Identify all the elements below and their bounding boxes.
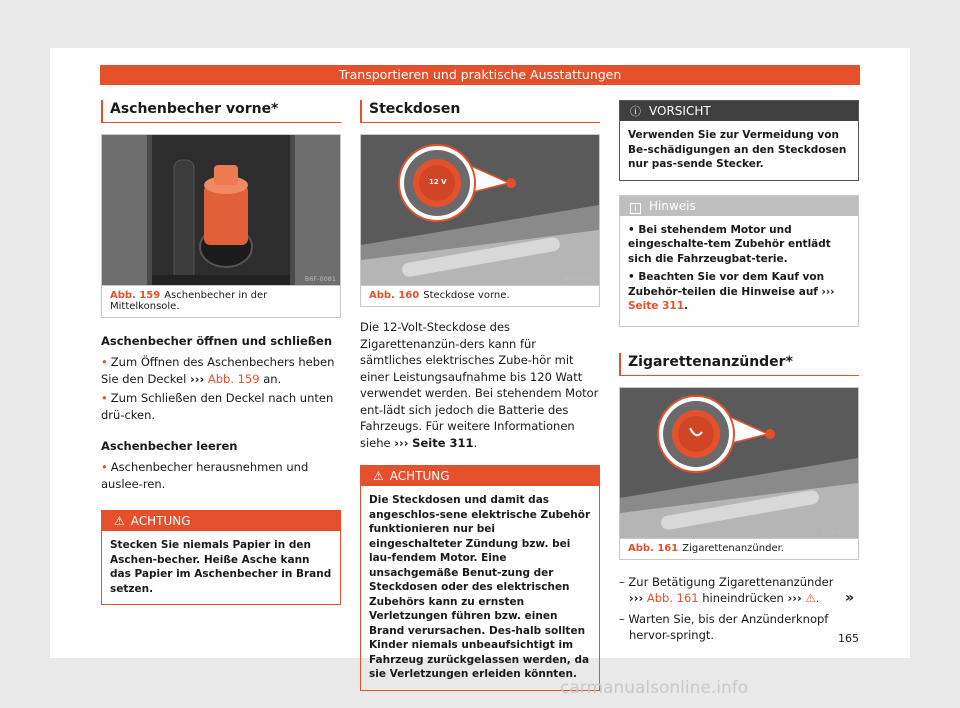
- figure-caption-text: Zigarettenanzünder.: [682, 542, 784, 554]
- note-item: • Beachten Sie vor dem Kauf von Zubehör-teilen die Hinweise auf ››› Seite 311.: [628, 271, 835, 312]
- socket-description: Die 12-Volt-Steckdose des Zigarettenanzün-ders kann für sämtliches elektrisches Zube-hör mit einer Leistungsaufnahme bis 120 Watt verwendet werden. Bei stehendem Motor ent-lädt sich jedoch die Batterie des Fahrzeugs. Für weitere Informationen siehe ››› Seite 311.: [360, 320, 599, 450]
- bullet-close: [101, 390, 341, 423]
- step-press-text: Zur Betätigung Zigarettenanzünder: [628, 574, 834, 589]
- warning-box-ashtray: [101, 510, 341, 605]
- figure-lighter: [619, 387, 859, 560]
- column-sockets: [360, 100, 600, 691]
- bullet-open: [101, 354, 341, 387]
- figure-ashtray: [101, 134, 341, 318]
- section-title-lighter: Zigarettenanzünder*: [619, 353, 859, 376]
- figure-number: Abb. 161: [628, 542, 679, 554]
- xref-arrow-icon: ›››: [821, 285, 835, 298]
- warning-title: ACHTUNG: [389, 469, 450, 483]
- subheading-open-close: Aschenbecher öffnen und schließen: [101, 334, 333, 348]
- step-wait: – Warten Sie, bis der Anzünderknopf hervor-springt.: [619, 611, 829, 642]
- note-item: • Bei stehendem Motor und eingeschalte-tem Zubehör entlädt sich die Fahrzeugbat-terie.: [628, 223, 831, 265]
- warning-triangle-icon: ⚠: [373, 469, 384, 483]
- figure-caption: [361, 285, 599, 306]
- chapter-banner: Transportieren und praktische Ausstattungen: [100, 65, 860, 85]
- socket-photo: [361, 135, 599, 285]
- lighter-steps: [619, 574, 859, 644]
- bullet-open-text: Zum Öffnen des Aschenbechers heben Sie den Deckel: [101, 355, 335, 386]
- socket-illustration: [361, 135, 599, 285]
- bullet-empty-text: Aschenbecher herausnehmen und auslee-ren.: [101, 460, 309, 491]
- lighter-illustration: [620, 388, 858, 538]
- caution-box: [619, 100, 859, 181]
- note-item-text: Beachten Sie vor dem Kauf von Zubehör-teilen die Hinweise auf: [628, 271, 825, 298]
- note-item-text: Bei stehendem Motor und eingeschalte-tem Zubehör entlädt sich die Fahrzeugbat-terie.: [628, 223, 831, 265]
- link-seite-311[interactable]: Seite 311: [412, 435, 474, 450]
- xref-arrow-icon: ›››: [629, 591, 644, 605]
- warning-triangle-icon: ⚠: [114, 514, 125, 528]
- continue-marker: »: [845, 590, 855, 606]
- figure-socket: [360, 134, 600, 307]
- caution-title: VORSICHT: [649, 104, 711, 118]
- bullet-close-text: Zum Schließen den Deckel nach unten drü-cken.: [101, 391, 334, 422]
- section-title-sockets: Steckdosen: [360, 100, 600, 123]
- ashtray-photo: [102, 135, 340, 285]
- figure-code: B6F-0081: [304, 275, 336, 283]
- socket-description-text: Die 12-Volt-Steckdose des Zigarettenanzün-ders kann für sämtliches elektrisches Zube-hör mit einer Leistungsaufnahme bis 120 Watt verwendet werden. Bei stehendem Motor ent-lädt sich jedoch die Batterie des Fahrzeugs. Für weitere Informationen siehe: [360, 320, 599, 450]
- warning-title: ACHTUNG: [130, 514, 191, 528]
- figure-number: Abb. 160: [369, 290, 420, 301]
- figure-caption: [102, 285, 340, 317]
- lighter-photo: [620, 388, 858, 538]
- page-number: 165: [838, 632, 859, 645]
- bullet-dot-icon: •: [101, 355, 108, 369]
- figure-code: B6F-0056: [563, 275, 595, 283]
- xref-arrow-icon: ›››: [394, 435, 409, 450]
- note-box: [619, 195, 859, 327]
- warning-header: [102, 511, 340, 531]
- subheading-empty: Aschenbecher leeren: [101, 439, 238, 453]
- warning-box-sockets: [360, 465, 600, 691]
- figure-number: Abb. 159: [110, 290, 161, 301]
- warning-text: Die Steckdosen und damit das angeschlos-sene elektrische Zubehör funktionieren nur bei eingeschalteter Zündung bzw. bei lau-fendem Motor. Eine unsachgemäße Benut-zung der Steckdosen oder des elektrischen Zubehörs kann zu ernsten Verletzungen führen bzw. einen Brand verursachen. Des-halb sollten Kinder niemals unbeaufsichtigt im Fahrzeug zurückgelassen werden, da sie Verletzungen erleiden könnten.: [369, 494, 591, 680]
- warning-header: [361, 466, 599, 486]
- bullet-dot-icon: •: [101, 460, 108, 474]
- caution-header: [620, 101, 858, 121]
- column-lighter: [619, 100, 859, 648]
- note-info-icon: i: [630, 203, 641, 214]
- xref-arrow-icon: ›››: [189, 371, 205, 386]
- section-title-ashtray: Aschenbecher vorne*: [101, 100, 341, 123]
- step-wait-text: Warten Sie, bis der Anzünderknopf hervor-springt.: [628, 611, 829, 642]
- step-press: – Zur Betätigung Zigarettenanzünder ››› Abb. 161 hineindrücken ››› ⚠.: [619, 574, 834, 605]
- xref-arrow-icon: ›››: [787, 591, 802, 605]
- caution-info-icon: ⓘ: [630, 105, 641, 118]
- figure-caption-text: Aschenbecher in der Mittelkonsole.: [110, 290, 268, 312]
- figure-caption: [620, 538, 858, 559]
- warning-triangle-icon[interactable]: ⚠: [805, 591, 816, 605]
- ashtray-illustration: [102, 135, 340, 285]
- bullet-open-end: an.: [263, 371, 282, 386]
- note-body: [620, 216, 858, 326]
- socket-voltage-label: 12 V: [429, 178, 447, 186]
- note-title: Hinweis: [649, 198, 696, 213]
- link-seite-311[interactable]: Seite 311: [628, 300, 684, 312]
- watermark: carmanualsonline.info: [560, 678, 749, 698]
- step-press-end: hineindrücken: [702, 591, 784, 605]
- figure-caption-text: Steckdose vorne.: [423, 290, 510, 301]
- caution-text: Verwenden Sie zur Vermeidung von Be-schädigungen an den Steckdosen nur pas-sende Stecker.: [628, 129, 847, 170]
- warning-text: Stecken Sie niemals Papier in den Aschen-becher. Heiße Asche kann das Papier im Aschenbecher in Brand setzen.: [110, 539, 332, 595]
- link-abb-159[interactable]: Abb. 159: [207, 371, 260, 386]
- column-ashtray: [101, 100, 341, 605]
- bullet-empty: [101, 459, 341, 492]
- note-header: [620, 196, 858, 216]
- figure-code: B6F-0057: [822, 527, 854, 536]
- link-abb-161[interactable]: Abb. 161: [646, 591, 699, 605]
- bullet-dot-icon: •: [101, 391, 108, 405]
